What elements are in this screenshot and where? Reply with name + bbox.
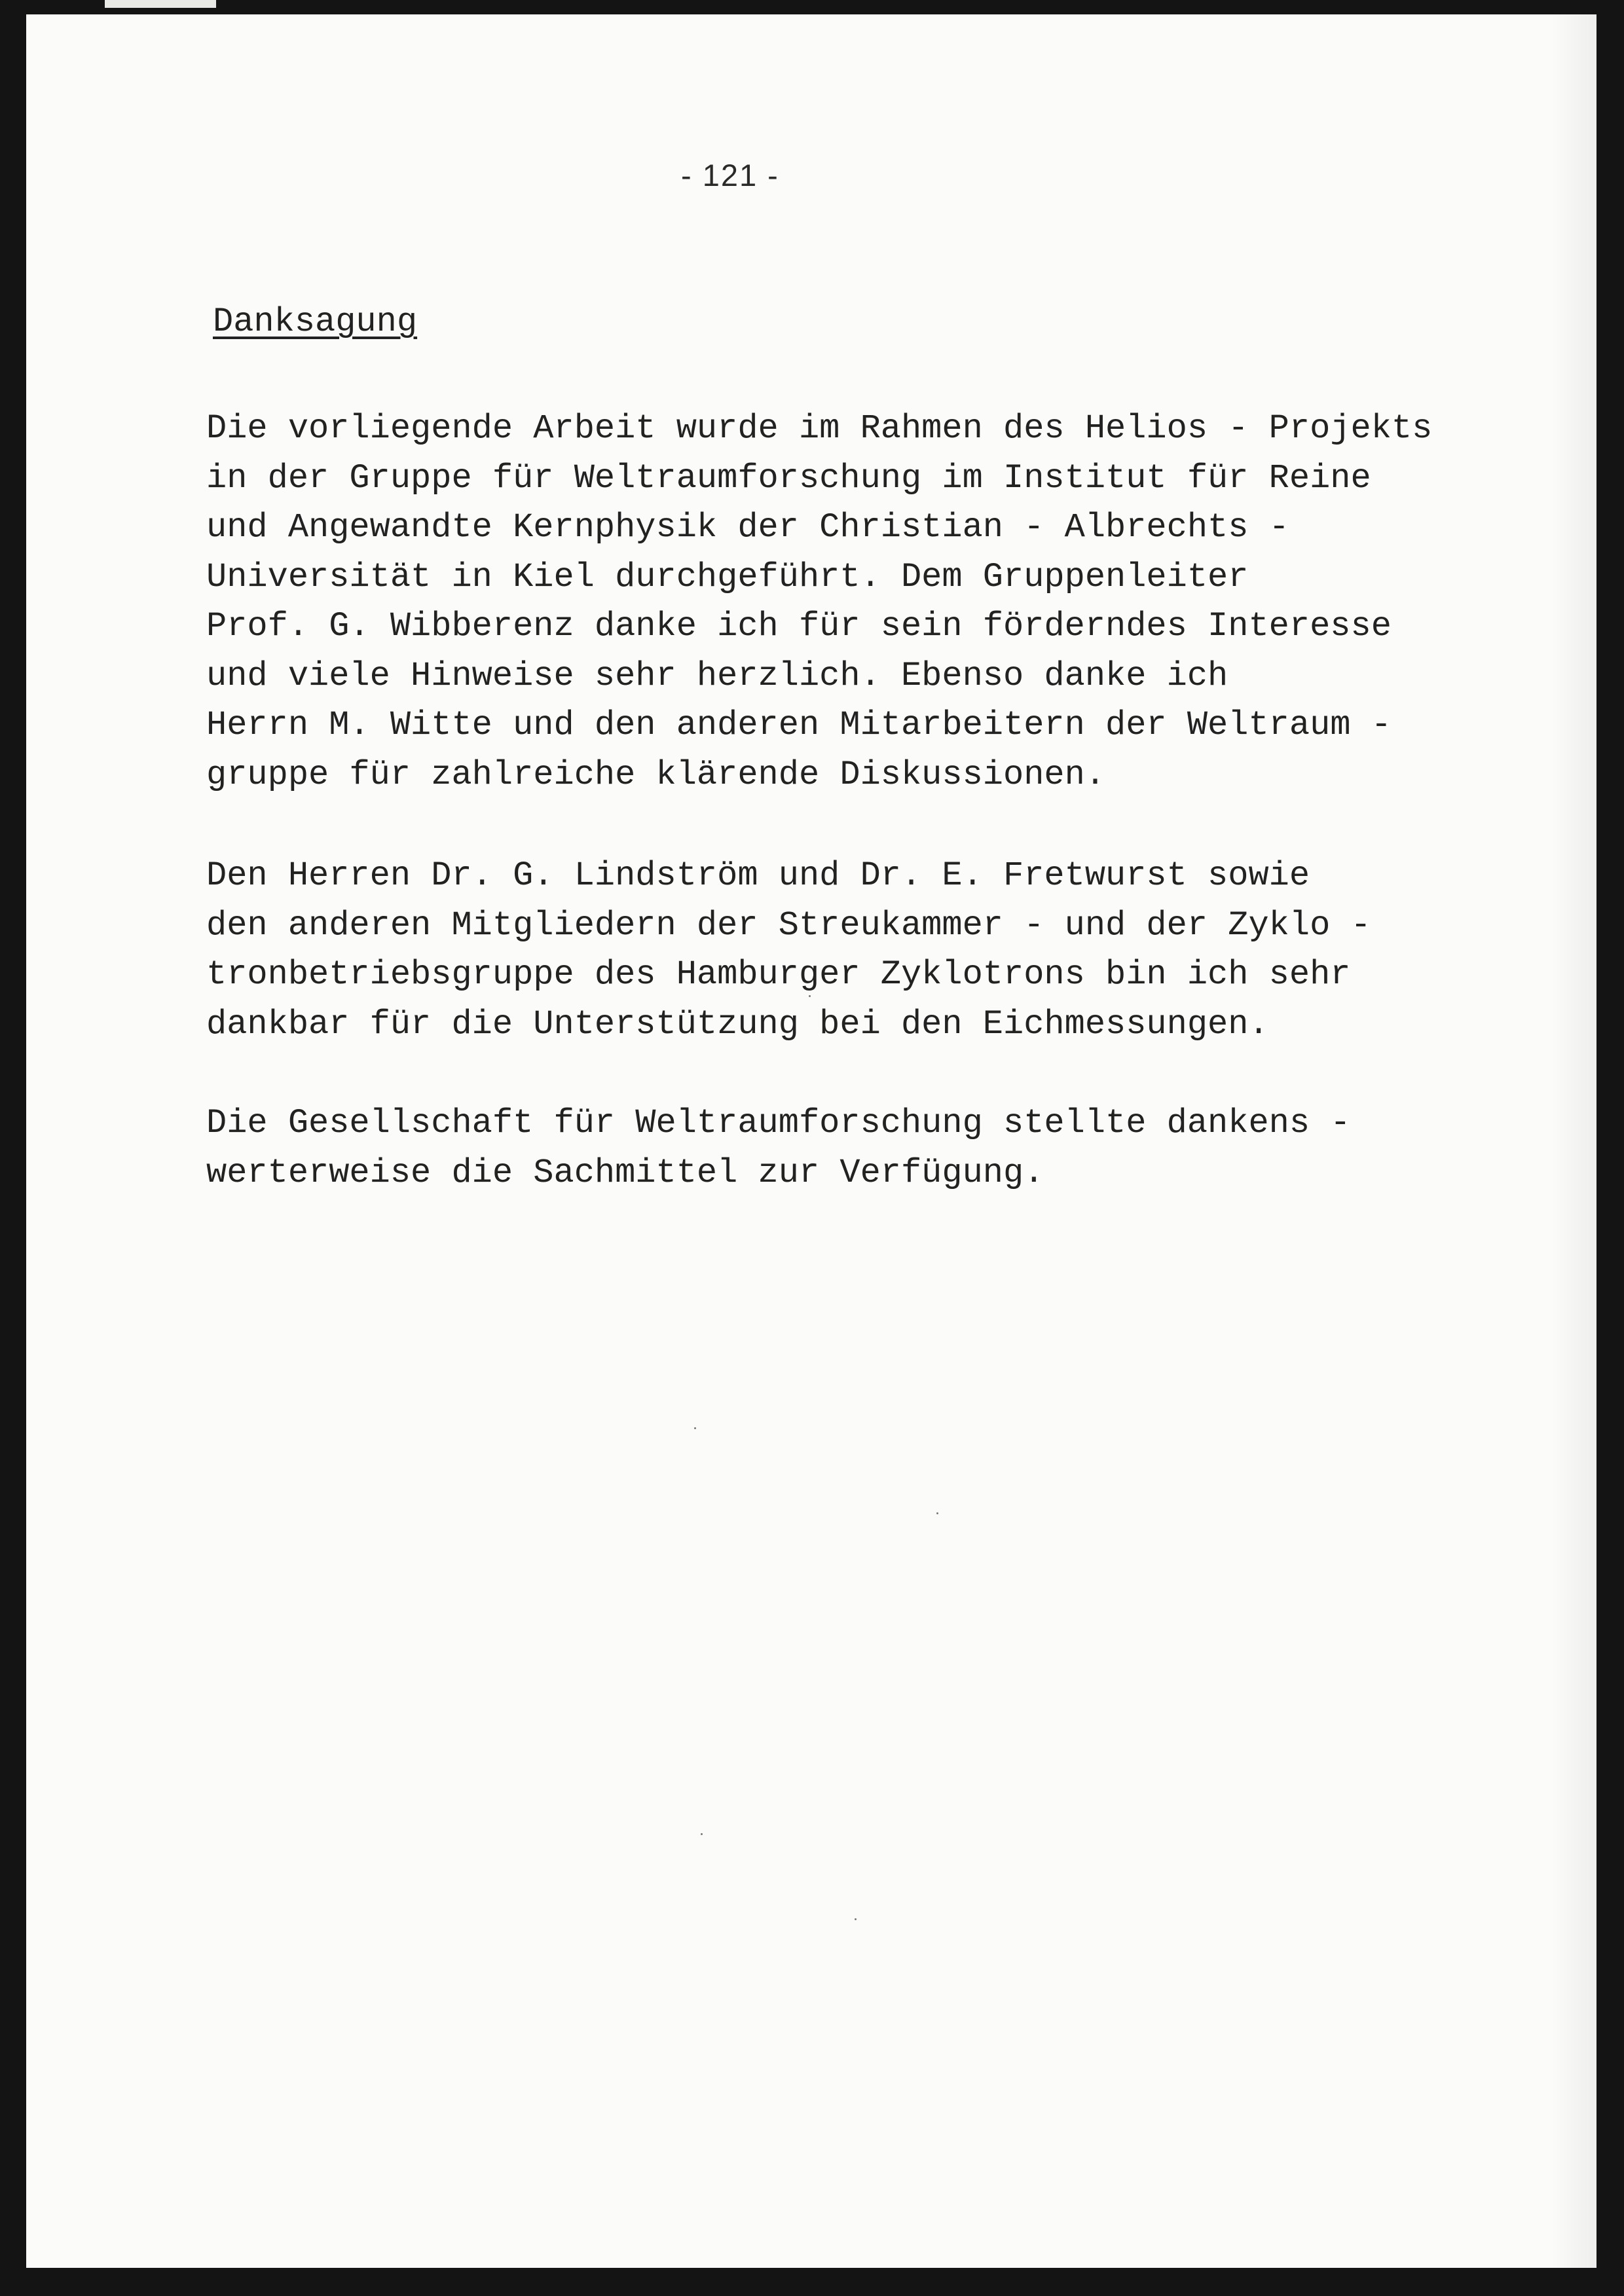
paragraph-2 [206, 851, 1483, 1049]
text-line: Universität in Kiel durchgeführt. Dem Gruppenleiter [206, 557, 1249, 596]
text-line: in der Gruppe für Weltraumforschung im Institut für Reine [206, 458, 1371, 498]
text-line: Die vorliegende Arbeit wurde im Rahmen des Helios - Projekts [206, 409, 1433, 448]
paragraph-3 [206, 1099, 1483, 1197]
scan-speck [936, 1512, 938, 1514]
scan-speck [809, 995, 811, 997]
scan-speck [694, 1427, 696, 1429]
text-line: tronbetriebsgruppe des Hamburger Zyklotrons bin ich sehr [206, 955, 1351, 994]
paper-edge-shadow [1551, 14, 1596, 2268]
text-line: werterweise die Sachmittel zur Verfügung. [206, 1153, 1044, 1192]
text-line: Die Gesellschaft für Weltraumforschung stellte dankens - [206, 1104, 1351, 1142]
scan-speck [701, 1833, 703, 1835]
text-line: dankbar für die Unterstützung bei den Eichmessungen. [206, 1004, 1269, 1044]
paragraph-1 [206, 404, 1483, 799]
text-line: Den Herren Dr. G. Lindström und Dr. E. Fretwurst sowie [206, 856, 1310, 895]
text-line: den anderen Mitgliedern der Streukammer - und der Zyklo - [206, 905, 1371, 945]
page-number: - 121 - [681, 158, 779, 192]
page-title: Danksagung [213, 302, 418, 341]
text-line: Herrn M. Witte und den anderen Mitarbeitern der Weltraum - [206, 706, 1392, 744]
text-line: und Angewandte Kernphysik der Christian - Albrechts - [206, 508, 1289, 547]
text-line: gruppe für zahlreiche klärende Diskussionen. [206, 755, 1106, 794]
scan-speck [855, 1918, 857, 1920]
text-line: Prof. G. Wibberenz danke ich für sein förderndes Interesse [206, 607, 1392, 646]
scan-tab [105, 0, 216, 8]
text-line: und viele Hinweise sehr herzlich. Ebenso danke ich [206, 656, 1228, 695]
